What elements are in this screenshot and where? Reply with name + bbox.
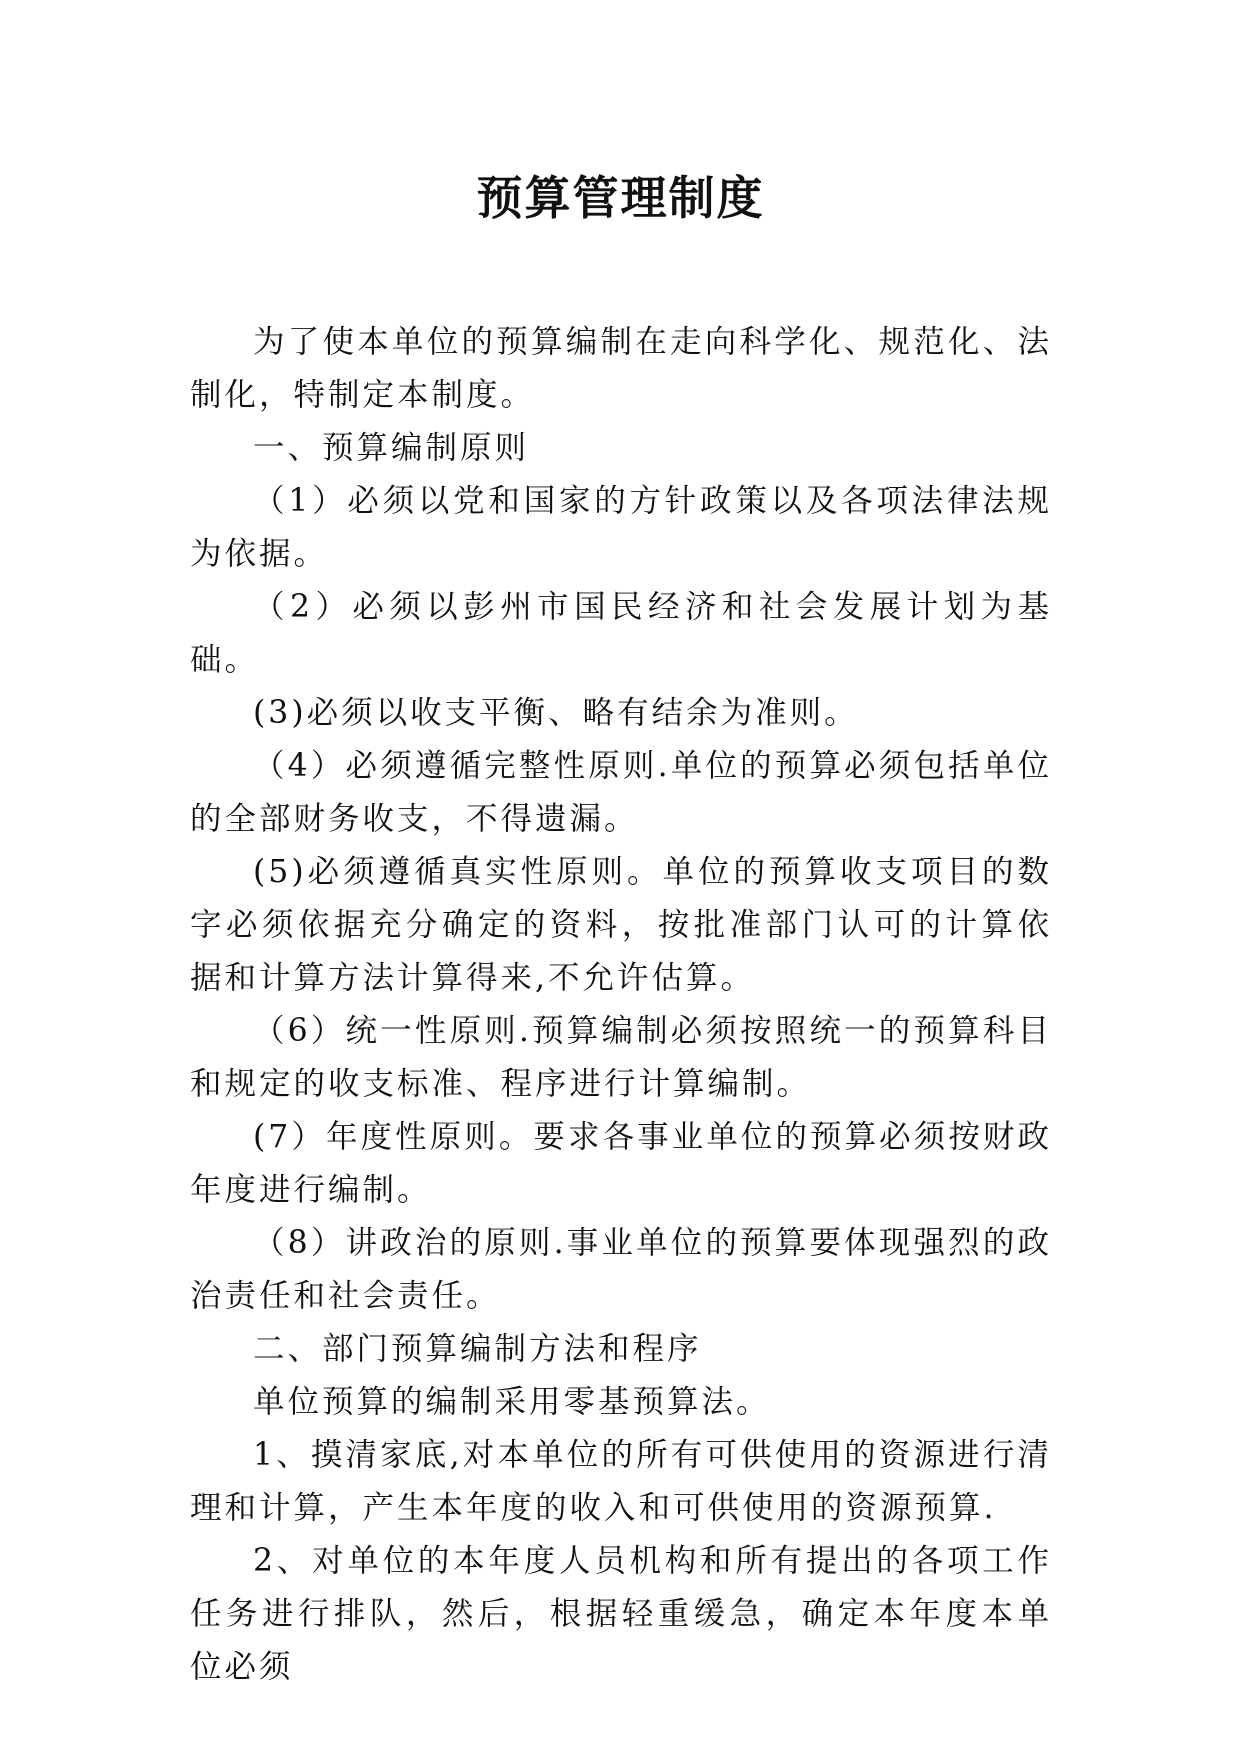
principle-item: (3)必须以收支平衡、略有结余为准则。 (253, 695, 859, 731)
principle-item: （2）必须以彭州市国民经济和社会发展计划为基础。 (190, 589, 1052, 678)
principle-item: （4）必须遵循完整性原则.单位的预算必须包括单位的全部财务收支，不得遗漏。 (190, 748, 1052, 837)
section-heading-methods: 二、部门预算编制方法和程序 (253, 1331, 702, 1367)
intro-paragraph: 为了使本单位的预算编制在走向科学化、规范化、法制化，特制定本制度。 (190, 324, 1052, 413)
principle-item: （8）讲政治的原则.事业单位的预算要体现强烈的政治责任和社会责任。 (190, 1225, 1052, 1314)
document-body (190, 316, 1052, 1694)
section-heading-principles: 一、预算编制原则 (253, 430, 530, 466)
document-title: 预算管理制度 (476, 171, 765, 225)
principle-item: （6）统一性原则.预算编制必须按照统一的预算科目和规定的收支标准、程序进行计算编制。 (190, 1013, 1052, 1102)
method-step: 1、摸清家底,对本单位的所有可供使用的资源进行清理和计算，产生本年度的收入和可供使用的资源预算. (190, 1437, 1052, 1526)
principle-item: （1）必须以党和国家的方针政策以及各项法律法规为依据。 (190, 483, 1052, 572)
method-paragraph: 单位预算的编制采用零基预算法。 (253, 1384, 771, 1420)
principle-item: (7）年度性原则。要求各事业单位的预算必须按财政年度进行编制。 (190, 1119, 1052, 1208)
method-step: 2、对单位的本年度人员机构和所有提出的各项工作任务进行排队，然后，根据轻重缓急，确定本年度本单位必须 (190, 1543, 1052, 1685)
principle-item: (5)必须遵循真实性原则。单位的预算收支项目的数字必须依据充分确定的资料，按批准部门认可的计算依据和计算方法计算得来,不允许估算。 (190, 854, 1052, 996)
